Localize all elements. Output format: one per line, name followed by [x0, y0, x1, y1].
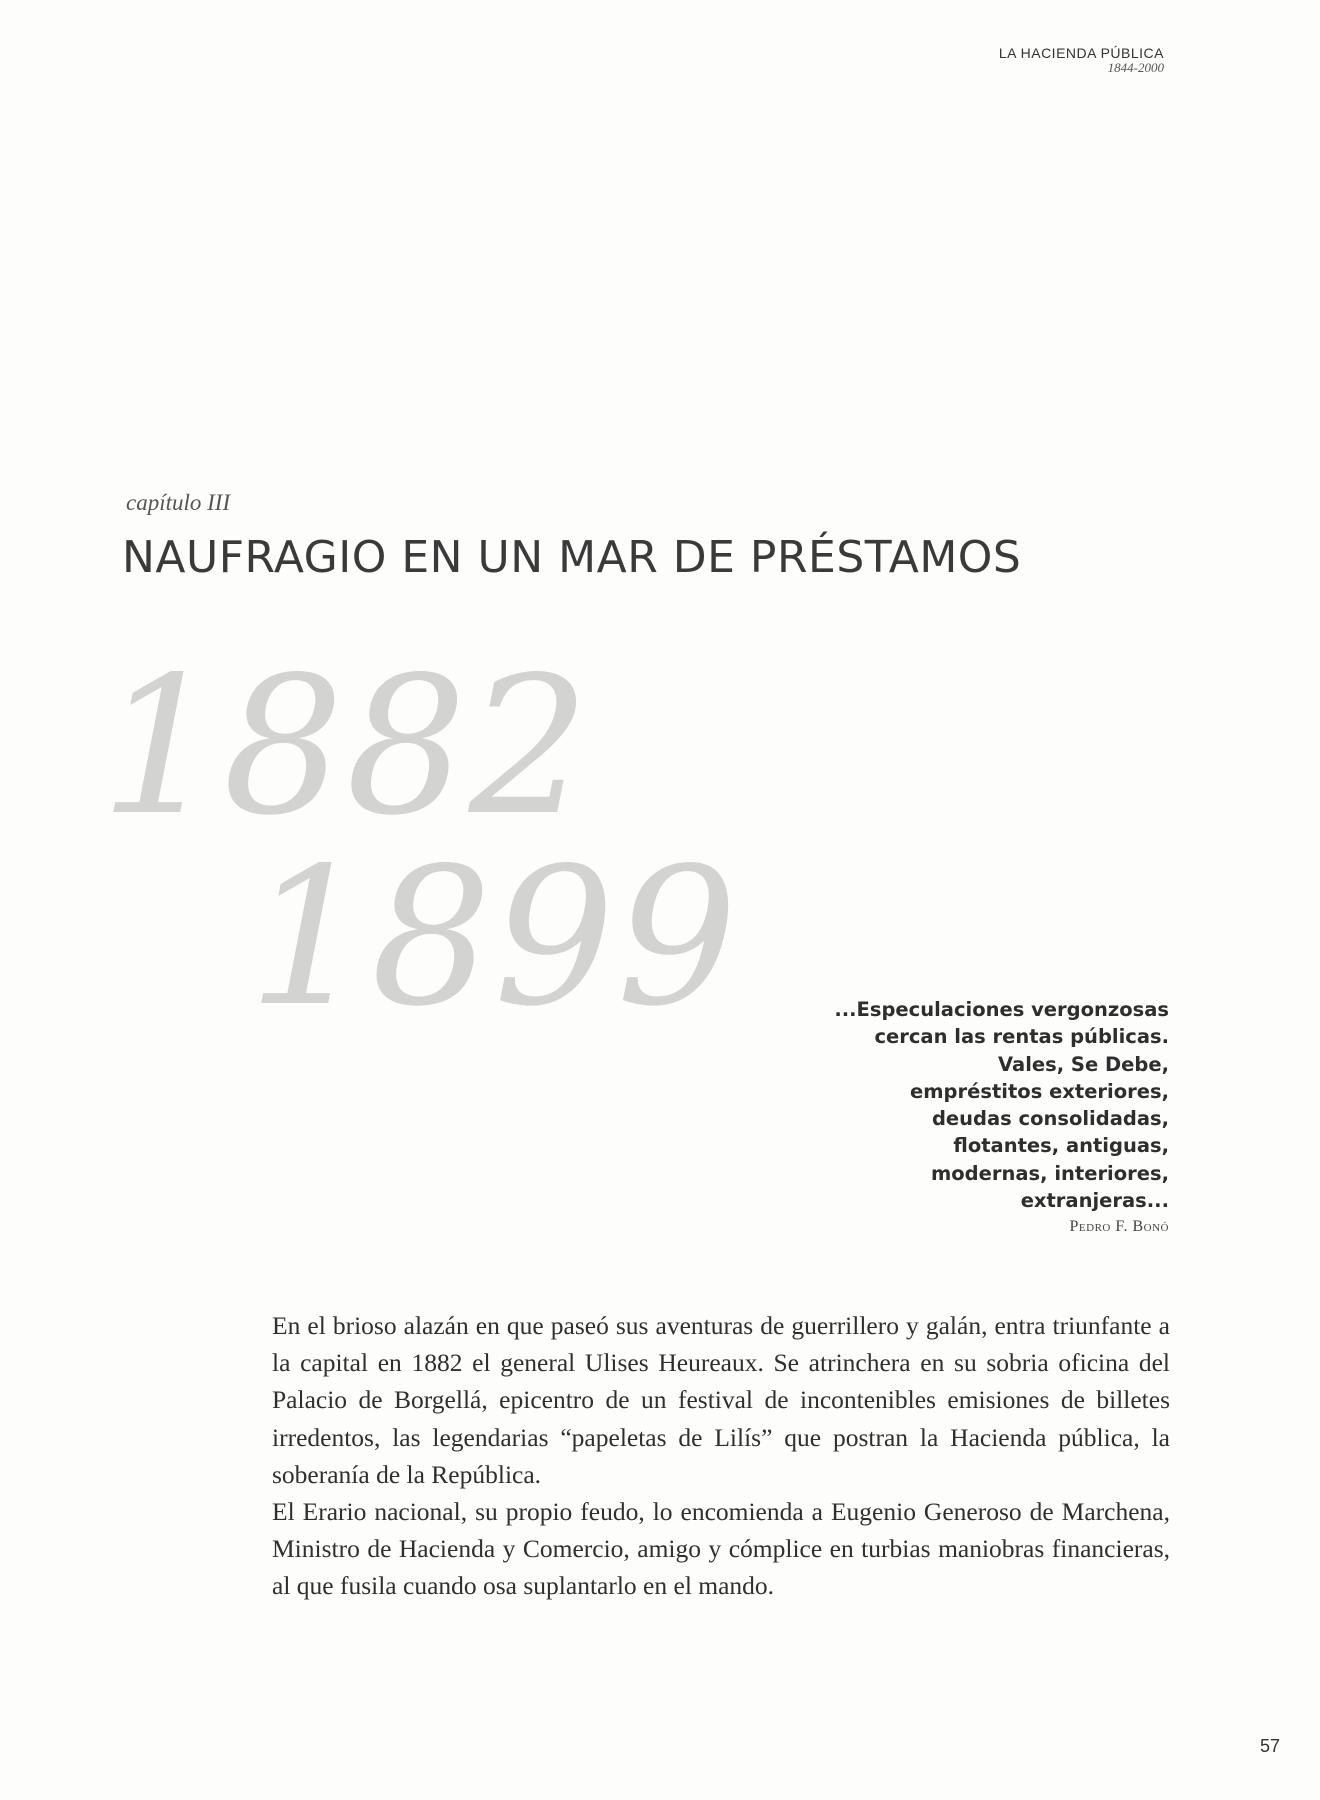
epigraph-line: modernas, interiores, [930, 1161, 1169, 1185]
chapter-year-end: 1899 [248, 827, 740, 1048]
epigraph-line: Vales, Se Debe, [998, 1052, 1169, 1076]
body-paragraph: El Erario nacional, su propio feudo, lo encomienda a Eugenio Generoso de Marchena, Ministro de Hacienda y Comercio, amigo y cómplice en turbias maniobras financieras, al que fusila cuando osa suplantarlo en el mando. [272, 1497, 1170, 1601]
chapter-label: capítulo III [126, 490, 231, 515]
epigraph-line: deudas consolidadas, [931, 1107, 1169, 1131]
page-number: 57 [1259, 1736, 1280, 1756]
running-head-years: 1844-2000 [1107, 60, 1164, 76]
chapter-title: NAUFRAGIO EN UN MAR DE PRÉSTAMOS [122, 532, 1022, 583]
running-head-title: LA HACIENDA PÚBLICA [998, 45, 1164, 61]
epigraph-author: Pedro F. Bonó [1069, 1218, 1169, 1236]
epigraph-line: flotantes, antiguas, [953, 1134, 1169, 1158]
epigraph-line: ...Especulaciones vergonzosas [834, 998, 1169, 1021]
epigraph-line: cercan las rentas públicas. [874, 1025, 1169, 1049]
body-text [272, 1307, 1170, 1605]
epigraph-line: extranjeras... [1020, 1189, 1169, 1213]
epigraph-line: empréstitos exteriores, [910, 1079, 1169, 1103]
epigraph [749, 996, 1169, 1240]
chapter-year-start: 1882 [100, 636, 592, 857]
body-paragraph: En el brioso alazán en que paseó sus aventuras de guerrillero y galán, entra triunfante a la capital en 1882 el general Ulises Heureaux. Se atrinchera en su sobria oficina del Palacio de Borgellá, epicentro de un festival de incontenibles emisiones de billetes irredentos, las legendarias “papeletas de Lilís” que postran la Hacienda pública, la soberanía de la República. [272, 1311, 1170, 1489]
running-head [999, 45, 1164, 76]
